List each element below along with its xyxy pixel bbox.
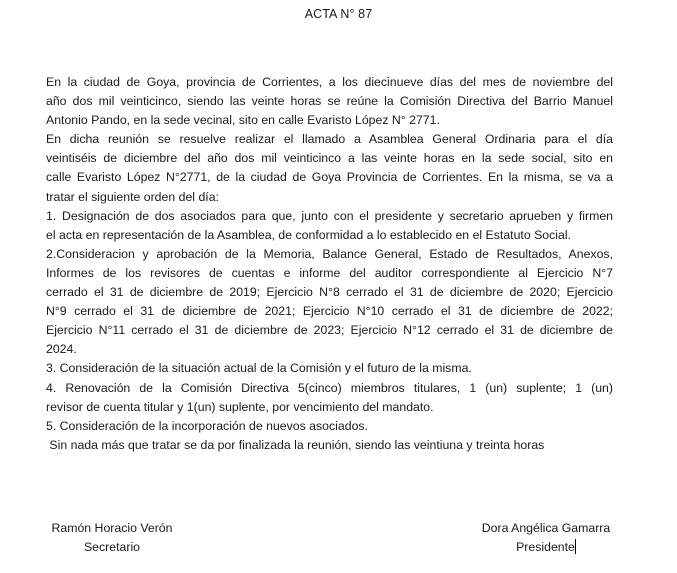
document-title: ACTA N° 87	[304, 7, 373, 21]
document-body[interactable]	[46, 36, 613, 455]
paragraph-intro-line-2: año dos mil veinticinco, siendo las veinte horas se reúne la Comisión Directiva del Barrio Manuel	[46, 94, 613, 109]
agenda-item-3: 3. Consideración de la situación actual de la Comisión y el futuro de la misma.	[46, 361, 472, 376]
paragraph-call-line-1: En dicha reunión se resuelve realizar el llamado a Asamblea General Ordinaria para el día	[46, 132, 613, 147]
president-role-wrap	[472, 538, 620, 557]
agenda-item-2-line-5: Ejercicio N°11 cerrado el 31 de diciembre de 2023; Ejercicio N°12 cerrado el 31 de diciembre de	[46, 323, 613, 338]
paragraph-call-line-4: tratar el siguiente orden del día:	[46, 189, 219, 204]
agenda-item-1-line-1: 1. Designación de dos asociados para que, junto con el presidente y secretario aprueben y firmen	[46, 208, 613, 223]
paragraph-intro-line-3: Antonio Pando, en la sede vecinal, sito en calle Evaristo López N° 2771.	[46, 113, 440, 128]
paragraph-call-line-3: calle Evaristo López N°2771, de la ciudad de Goya Provincia de Corrientes. En la misma, se va a	[46, 170, 613, 185]
agenda-item-2-line-2: Informes de los revisores de cuentas e informe del auditor correspondiente al Ejercicio N°7	[46, 265, 613, 280]
secretary-role: Secretario	[83, 540, 141, 554]
president-name: Dora Angélica Gamarra	[481, 521, 611, 535]
paragraph-call-line-2: veintiséis de diciembre del año dos mil veinticinco a las veinte horas en la sede social, sito en	[46, 151, 613, 166]
agenda-item-2-line-1: 2.Consideracion y aprobación de la Memoria, Balance General, Estado de Resultados, Anexos,	[46, 246, 613, 261]
secretary-name: Ramón Horacio Verón	[51, 521, 173, 535]
text-cursor	[575, 539, 576, 554]
agenda-item-4-line-1: 4. Renovación de la Comisión Directiva 5(cinco) miembros titulares, 1 (un) suplente; 1 (un)	[46, 380, 613, 395]
closing-line: Sin nada más que tratar se da por finalizada la reunión, siendo las veintiuna y treinta horas	[46, 437, 545, 452]
agenda-item-1-line-2: el acta en representación de la Asamblea, de conformidad a lo establecido en el Estatuto Social.	[46, 227, 571, 242]
agenda-item-5: 5. Consideración de la incorporación de nuevos asociados.	[46, 418, 368, 433]
paragraph-intro-line-1: En la ciudad de Goya, provincia de Corrientes, a los diecinueve días del mes de noviembre del	[46, 75, 613, 89]
signature-president	[472, 519, 620, 557]
president-role: Presidente	[516, 540, 575, 554]
body-top-spacer	[46, 36, 613, 73]
agenda-item-2-line-3: cerrado el 31 de diciembre de 2019; Ejercicio N°8 cerrado el 31 de diciembre de 2020; Ejercicio	[46, 285, 613, 300]
agenda-item-2-line-6: 2024.	[46, 342, 77, 357]
agenda-item-2-line-4: N°9 cerrado el 31 de diciembre de 2021; Ejercicio N°10 cerrado el 31 de diciembre de 2022;	[46, 304, 613, 319]
agenda-item-4-line-2: revisor de cuenta titular y 1(un) suplente, por vencimiento del mandato.	[46, 399, 434, 414]
signature-secretary	[44, 519, 180, 557]
